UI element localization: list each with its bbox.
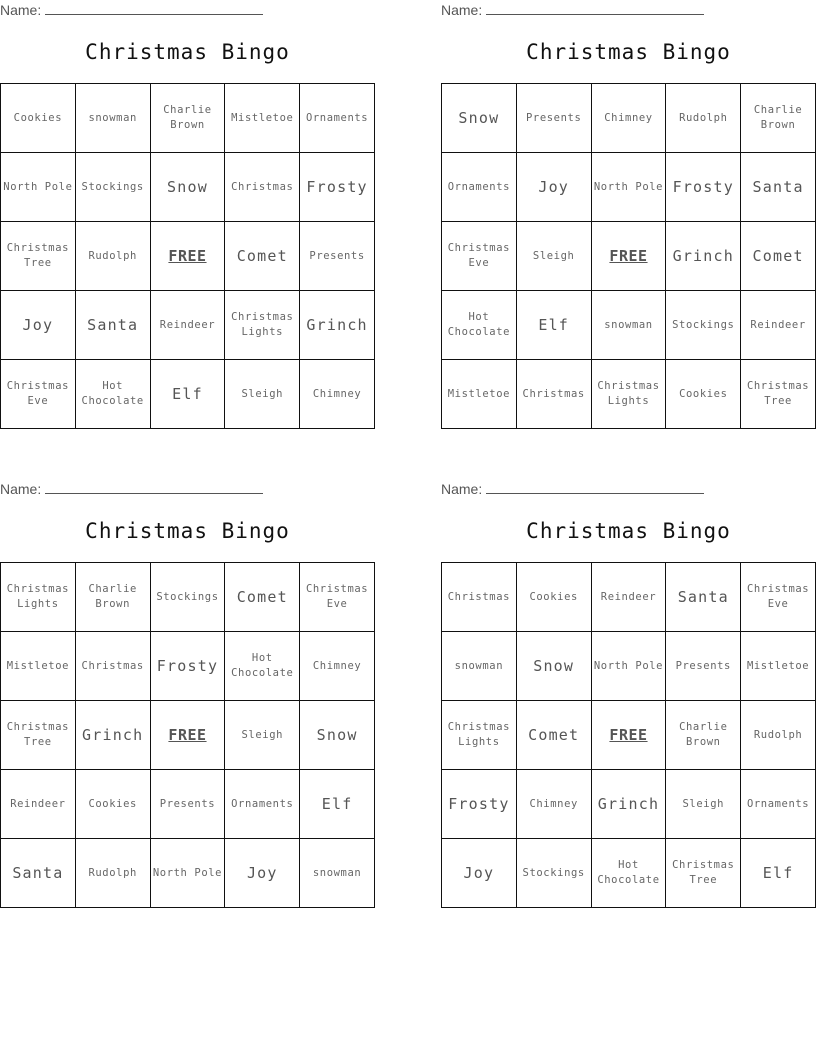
bingo-cell[interactable]: Stockings xyxy=(516,839,591,908)
bingo-cell[interactable]: Santa xyxy=(741,153,816,222)
grid-row xyxy=(442,770,816,839)
bingo-cell[interactable]: Christmas Tree xyxy=(1,222,76,291)
bingo-cell[interactable]: Joy xyxy=(442,839,517,908)
bingo-cell[interactable]: Presents xyxy=(516,84,591,153)
bingo-cell[interactable]: Santa xyxy=(666,563,741,632)
bingo-cell[interactable]: Snow xyxy=(150,153,225,222)
bingo-cell[interactable]: North Pole xyxy=(150,839,225,908)
grid-row xyxy=(1,360,375,429)
bingo-cell[interactable]: Rudolph xyxy=(741,701,816,770)
bingo-cell[interactable]: Ornaments xyxy=(300,84,375,153)
name-blank[interactable] xyxy=(45,481,263,494)
grid-row xyxy=(1,701,375,770)
bingo-cell[interactable]: FREE xyxy=(591,222,666,291)
bingo-cell[interactable]: Grinch xyxy=(591,770,666,839)
bingo-cell[interactable]: Christmas Lights xyxy=(442,701,517,770)
bingo-cell[interactable]: Rudolph xyxy=(75,222,150,291)
grid-row xyxy=(442,84,816,153)
bingo-cell[interactable]: Cookies xyxy=(1,84,76,153)
card-title: Christmas Bingo xyxy=(526,40,731,64)
bingo-cell[interactable]: Sleigh xyxy=(225,360,300,429)
bingo-cell[interactable]: Snow xyxy=(516,632,591,701)
bingo-cell[interactable]: Christmas xyxy=(516,360,591,429)
bingo-cell[interactable]: Ornaments xyxy=(442,153,517,222)
grid-row xyxy=(1,839,375,908)
bingo-cell[interactable]: Charlie Brown xyxy=(150,84,225,153)
bingo-cell[interactable]: Frosty xyxy=(300,153,375,222)
bingo-cell[interactable]: Ornaments xyxy=(741,770,816,839)
name-label: Name: xyxy=(441,481,483,497)
grid-row xyxy=(442,291,816,360)
bingo-cell[interactable]: Sleigh xyxy=(666,770,741,839)
bingo-cell[interactable]: Mistletoe xyxy=(1,632,76,701)
bingo-cell[interactable]: Cookies xyxy=(666,360,741,429)
bingo-cell[interactable]: Santa xyxy=(75,291,150,360)
bingo-cell[interactable]: Comet xyxy=(225,563,300,632)
bingo-cell[interactable]: Snow xyxy=(442,84,517,153)
bingo-cell[interactable]: Chimney xyxy=(300,360,375,429)
bingo-cell[interactable]: FREE xyxy=(591,701,666,770)
grid-row xyxy=(1,222,375,291)
bingo-cell[interactable]: North Pole xyxy=(591,632,666,701)
grid-row xyxy=(1,632,375,701)
bingo-cell[interactable]: Hot Chocolate xyxy=(75,360,150,429)
bingo-cell[interactable]: Stockings xyxy=(150,563,225,632)
bingo-cell[interactable]: FREE xyxy=(150,701,225,770)
bingo-cell[interactable]: Christmas Eve xyxy=(300,563,375,632)
card-title: Christmas Bingo xyxy=(526,519,731,543)
bingo-cell[interactable]: Presents xyxy=(300,222,375,291)
name-label: Name: xyxy=(441,2,483,18)
grid-row xyxy=(442,360,816,429)
bingo-cell[interactable]: Chimney xyxy=(300,632,375,701)
bingo-cell[interactable]: Presents xyxy=(666,632,741,701)
bingo-cell[interactable]: Grinch xyxy=(666,222,741,291)
grid-row xyxy=(1,770,375,839)
bingo-cell[interactable]: Reindeer xyxy=(1,770,76,839)
bingo-cell[interactable]: Sleigh xyxy=(516,222,591,291)
bingo-cell[interactable]: Chimney xyxy=(516,770,591,839)
name-label: Name: xyxy=(0,2,42,18)
bingo-cell[interactable]: Cookies xyxy=(75,770,150,839)
bingo-cell[interactable]: snowman xyxy=(442,632,517,701)
bingo-cell[interactable]: Rudolph xyxy=(666,84,741,153)
bingo-cell[interactable]: Charlie Brown xyxy=(75,563,150,632)
bingo-cell[interactable]: Chimney xyxy=(591,84,666,153)
bingo-cell[interactable]: North Pole xyxy=(1,153,76,222)
bingo-cell[interactable]: Christmas Eve xyxy=(1,360,76,429)
bingo-cell[interactable]: Comet xyxy=(516,701,591,770)
bingo-cell[interactable]: Elf xyxy=(741,839,816,908)
bingo-cell[interactable]: North Pole xyxy=(591,153,666,222)
bingo-cell[interactable]: Elf xyxy=(150,360,225,429)
bingo-cell[interactable]: Christmas Eve xyxy=(442,222,517,291)
bingo-cell[interactable]: Christmas Lights xyxy=(591,360,666,429)
bingo-cell[interactable]: Comet xyxy=(225,222,300,291)
grid-row xyxy=(442,701,816,770)
bingo-cell[interactable]: Sleigh xyxy=(225,701,300,770)
grid-row xyxy=(442,222,816,291)
bingo-cell[interactable]: Christmas Tree xyxy=(1,701,76,770)
card-title: Christmas Bingo xyxy=(85,40,290,64)
name-field[interactable] xyxy=(441,481,704,497)
bingo-cell[interactable]: Mistletoe xyxy=(741,632,816,701)
bingo-cell[interactable]: Reindeer xyxy=(150,291,225,360)
bingo-cell[interactable]: Comet xyxy=(741,222,816,291)
bingo-cell[interactable]: Stockings xyxy=(666,291,741,360)
bingo-cell[interactable]: Mistletoe xyxy=(225,84,300,153)
bingo-cell[interactable]: Christmas xyxy=(442,563,517,632)
bingo-cell[interactable]: Reindeer xyxy=(741,291,816,360)
grid-row xyxy=(442,839,816,908)
bingo-cell[interactable]: Christmas Eve xyxy=(741,563,816,632)
name-blank[interactable] xyxy=(45,2,263,15)
bingo-cell[interactable]: Hot Chocolate xyxy=(591,839,666,908)
bingo-grid xyxy=(441,83,816,429)
name-blank[interactable] xyxy=(486,481,704,494)
bingo-cell[interactable]: Joy xyxy=(1,291,76,360)
bingo-cell[interactable]: Christmas Lights xyxy=(225,291,300,360)
bingo-cell[interactable]: Stockings xyxy=(75,153,150,222)
bingo-cell[interactable]: Elf xyxy=(516,291,591,360)
bingo-cell[interactable]: Cookies xyxy=(516,563,591,632)
grid-row xyxy=(442,563,816,632)
bingo-cell[interactable]: snowman xyxy=(75,84,150,153)
card-title: Christmas Bingo xyxy=(85,519,290,543)
bingo-grid xyxy=(0,562,375,908)
bingo-cell[interactable]: Grinch xyxy=(75,701,150,770)
bingo-cell[interactable]: Joy xyxy=(225,839,300,908)
bingo-cell[interactable]: Frosty xyxy=(442,770,517,839)
bingo-cell[interactable]: Santa xyxy=(1,839,76,908)
bingo-cell[interactable]: Presents xyxy=(150,770,225,839)
grid-row xyxy=(1,291,375,360)
bingo-cell[interactable]: snowman xyxy=(591,291,666,360)
bingo-cell[interactable]: Joy xyxy=(516,153,591,222)
bingo-grid xyxy=(441,562,816,908)
bingo-cell[interactable]: Christmas xyxy=(75,632,150,701)
bingo-cell[interactable]: FREE xyxy=(150,222,225,291)
name-field[interactable] xyxy=(0,481,263,497)
bingo-cell[interactable]: Frosty xyxy=(150,632,225,701)
bingo-cell[interactable]: Ornaments xyxy=(225,770,300,839)
bingo-cell[interactable]: Hot Chocolate xyxy=(225,632,300,701)
bingo-cell[interactable]: snowman xyxy=(300,839,375,908)
grid-row xyxy=(1,563,375,632)
bingo-cell[interactable]: Elf xyxy=(300,770,375,839)
bingo-cell[interactable]: Rudolph xyxy=(75,839,150,908)
bingo-cell[interactable]: Christmas xyxy=(225,153,300,222)
bingo-cell[interactable]: Charlie Brown xyxy=(741,84,816,153)
bingo-grid xyxy=(0,83,375,429)
bingo-cell[interactable]: Charlie Brown xyxy=(666,701,741,770)
name-field[interactable] xyxy=(441,2,704,18)
grid-row xyxy=(442,153,816,222)
name-label: Name: xyxy=(0,481,42,497)
bingo-cell[interactable]: Snow xyxy=(300,701,375,770)
bingo-cell[interactable]: Christmas Tree xyxy=(666,839,741,908)
grid-row xyxy=(1,153,375,222)
bingo-cell[interactable]: Frosty xyxy=(666,153,741,222)
bingo-cell[interactable]: Christmas Tree xyxy=(741,360,816,429)
bingo-cell[interactable]: Mistletoe xyxy=(442,360,517,429)
grid-row xyxy=(442,632,816,701)
bingo-cell[interactable]: Christmas Lights xyxy=(1,563,76,632)
grid-row xyxy=(1,84,375,153)
bingo-cell[interactable]: Reindeer xyxy=(591,563,666,632)
bingo-cell[interactable]: Grinch xyxy=(300,291,375,360)
name-blank[interactable] xyxy=(486,2,704,15)
bingo-cell[interactable]: Hot Chocolate xyxy=(442,291,517,360)
name-field[interactable] xyxy=(0,2,263,18)
